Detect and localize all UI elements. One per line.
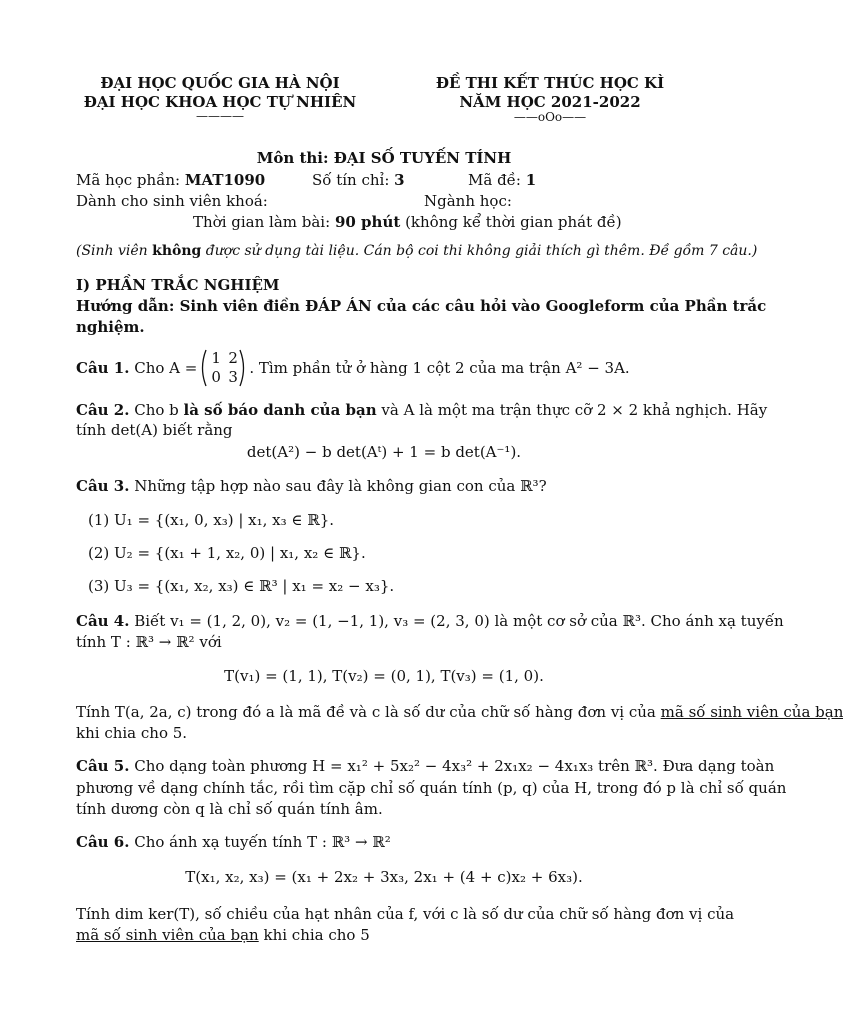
- question-text: Cho b: [134, 401, 184, 419]
- matrix-entry: 2: [228, 349, 238, 367]
- credits-value: 3: [394, 171, 405, 189]
- question-4-line3: [76, 703, 843, 722]
- question-text-bold: là số báo danh của bạn: [183, 401, 377, 419]
- university-name: ĐẠI HỌC QUỐC GIA HÀ NỘI: [100, 74, 340, 92]
- matrix-entry: 1: [211, 349, 221, 367]
- matrix-entry: 3: [228, 368, 238, 386]
- student-id-underlined: mã số sinh viên của bạn: [660, 703, 843, 721]
- time-value: 90 phút: [334, 213, 401, 231]
- section-title: I) PHẦN TRẮC NGHIỆM: [76, 276, 280, 294]
- question-5-line1: [76, 757, 774, 776]
- question-6-line2: Tính dim ker(T), số chiều của hạt nhân của f, với c là số dư của chữ số hàng đơn vị của: [76, 905, 735, 923]
- question-text: Cho ánh xạ tuyến tính T : ℝ³ → ℝ²: [134, 833, 391, 851]
- question-3-option-1: (1) U₁ = {(x₁, 0, x₃) | x₁, x₃ ∈ ℝ}.: [88, 511, 335, 529]
- question-6-line1: [76, 833, 391, 852]
- question-label: Câu 6.: [76, 833, 130, 851]
- question-text: Cho dạng toàn phương H = x₁² + 5x₂² − 4x₃² + 2x₁x₂ − 4x₁x₃ trên ℝ³. Đưa dạng toàn: [134, 757, 775, 775]
- question-4-formula: T(v₁) = (1, 1), T(v₂) = (0, 1), T(v₃) = (1, 0).: [224, 667, 544, 685]
- course-code-label: Mã học phần:: [76, 171, 181, 189]
- question-text: . Tìm phần tử ở hàng 1 cột 2 của ma trận A² − 3A.: [249, 358, 630, 377]
- course-code-value: MAT1090: [184, 171, 266, 189]
- exam-code: [468, 171, 536, 190]
- header-left-divider: ————: [196, 109, 244, 123]
- matrix-A: [199, 348, 247, 388]
- notice-text: (Sinh viên: [76, 243, 153, 259]
- question-6-formula: T(x₁, x₂, x₃) = (x₁ + 2x₂ + 3x₃, 2x₁ + (4 + c)x₂ + 6x₃).: [185, 868, 583, 886]
- question-text: và A là một ma trận thực cỡ 2 × 2 khả nghịch. Hãy: [376, 401, 768, 419]
- exam-code-value: 1: [525, 171, 537, 189]
- question-5-line2: phương về dạng chính tắc, rồi tìm cặp chỉ số quán tính (p, q) của H, trong đó p là chỉ số quán: [76, 779, 787, 797]
- question-label: Câu 5.: [76, 757, 130, 775]
- question-3-option-3: (3) U₃ = {(x₁, x₂, x₃) ∈ ℝ³ | x₁ = x₂ − x₃}.: [88, 577, 395, 595]
- major-label: Ngành học:: [424, 192, 512, 210]
- matrix-entry: 0: [211, 368, 221, 386]
- matrix-parentheses: [199, 348, 247, 388]
- notice-bold: không: [152, 243, 202, 259]
- question-label: Câu 4.: [76, 612, 130, 630]
- course-code: [76, 171, 265, 190]
- header-right-divider: ——oOo——: [513, 110, 587, 124]
- students-label: Dành cho sinh viên khoá:: [76, 192, 268, 210]
- subject-title: Môn thi: ĐẠI SỐ TUYẾN TÍNH: [256, 149, 512, 167]
- credits: [312, 171, 405, 190]
- section-instruction-line1: Hướng dẫn: Sinh viên điền ĐÁP ÁN của các câu hỏi vào Googleform của Phần trắc: [76, 297, 767, 315]
- question-4-line1: [76, 612, 784, 631]
- time-label: Thời gian làm bài:: [193, 213, 331, 231]
- question-label: Câu 2.: [76, 401, 130, 419]
- exam-time: [193, 213, 622, 232]
- question-text: Những tập hợp nào sau đây là không gian con của ℝ³?: [134, 477, 547, 495]
- exam-code-label: Mã đề:: [468, 171, 521, 189]
- faculty-name: ĐẠI HỌC KHOA HỌC TỰ NHIÊN: [83, 93, 357, 111]
- section-instruction-line2: nghiệm.: [76, 318, 145, 336]
- question-6-line3: [76, 926, 370, 945]
- credits-label: Số tín chỉ:: [312, 171, 390, 189]
- exam-notice: [76, 243, 757, 261]
- question-1: [76, 348, 630, 388]
- time-note: (không kể thời gian phát đề): [405, 213, 622, 231]
- question-text: Tính T(a, 2a, c) trong đó a là mã đề và c là số dư của chữ số hàng đơn vị của: [76, 703, 661, 721]
- question-2-line1: [76, 401, 767, 420]
- question-4-line2: tính T : ℝ³ → ℝ² với: [76, 633, 222, 651]
- question-3: [76, 477, 547, 496]
- notice-text-end: được sử dụng tài liệu. Cán bộ coi thi không giải thích gì thêm. Đề gồm 7 câu.): [201, 243, 758, 259]
- question-2-line2: tính det(A) biết rằng: [76, 421, 233, 439]
- question-label: Câu 1.: [76, 358, 130, 377]
- question-5-line3: tính dương còn q là chỉ số quán tính âm.: [76, 800, 383, 818]
- exam-title: ĐỀ THI KẾT THÚC HỌC KÌ: [435, 74, 665, 92]
- question-label: Câu 3.: [76, 477, 130, 495]
- question-text: Biết v₁ = (1, 2, 0), v₂ = (1, −1, 1), v₃ = (2, 3, 0) là một cơ sở của ℝ³. Cho ánh xạ tuyến: [134, 612, 784, 630]
- question-2-formula: det(A²) − b det(Aᵗ) + 1 = b det(A⁻¹).: [246, 443, 522, 461]
- student-id-underlined: mã số sinh viên của bạn: [76, 926, 259, 944]
- academic-year: NĂM HỌC 2021-2022: [459, 93, 641, 111]
- question-text: khi chia cho 5: [258, 926, 370, 944]
- question-3-option-2: (2) U₂ = {(x₁ + 1, x₂, 0) | x₁, x₂ ∈ ℝ}.: [88, 544, 366, 562]
- question-text: Cho A =: [134, 358, 198, 377]
- question-4-line4: khi chia cho 5.: [76, 724, 188, 742]
